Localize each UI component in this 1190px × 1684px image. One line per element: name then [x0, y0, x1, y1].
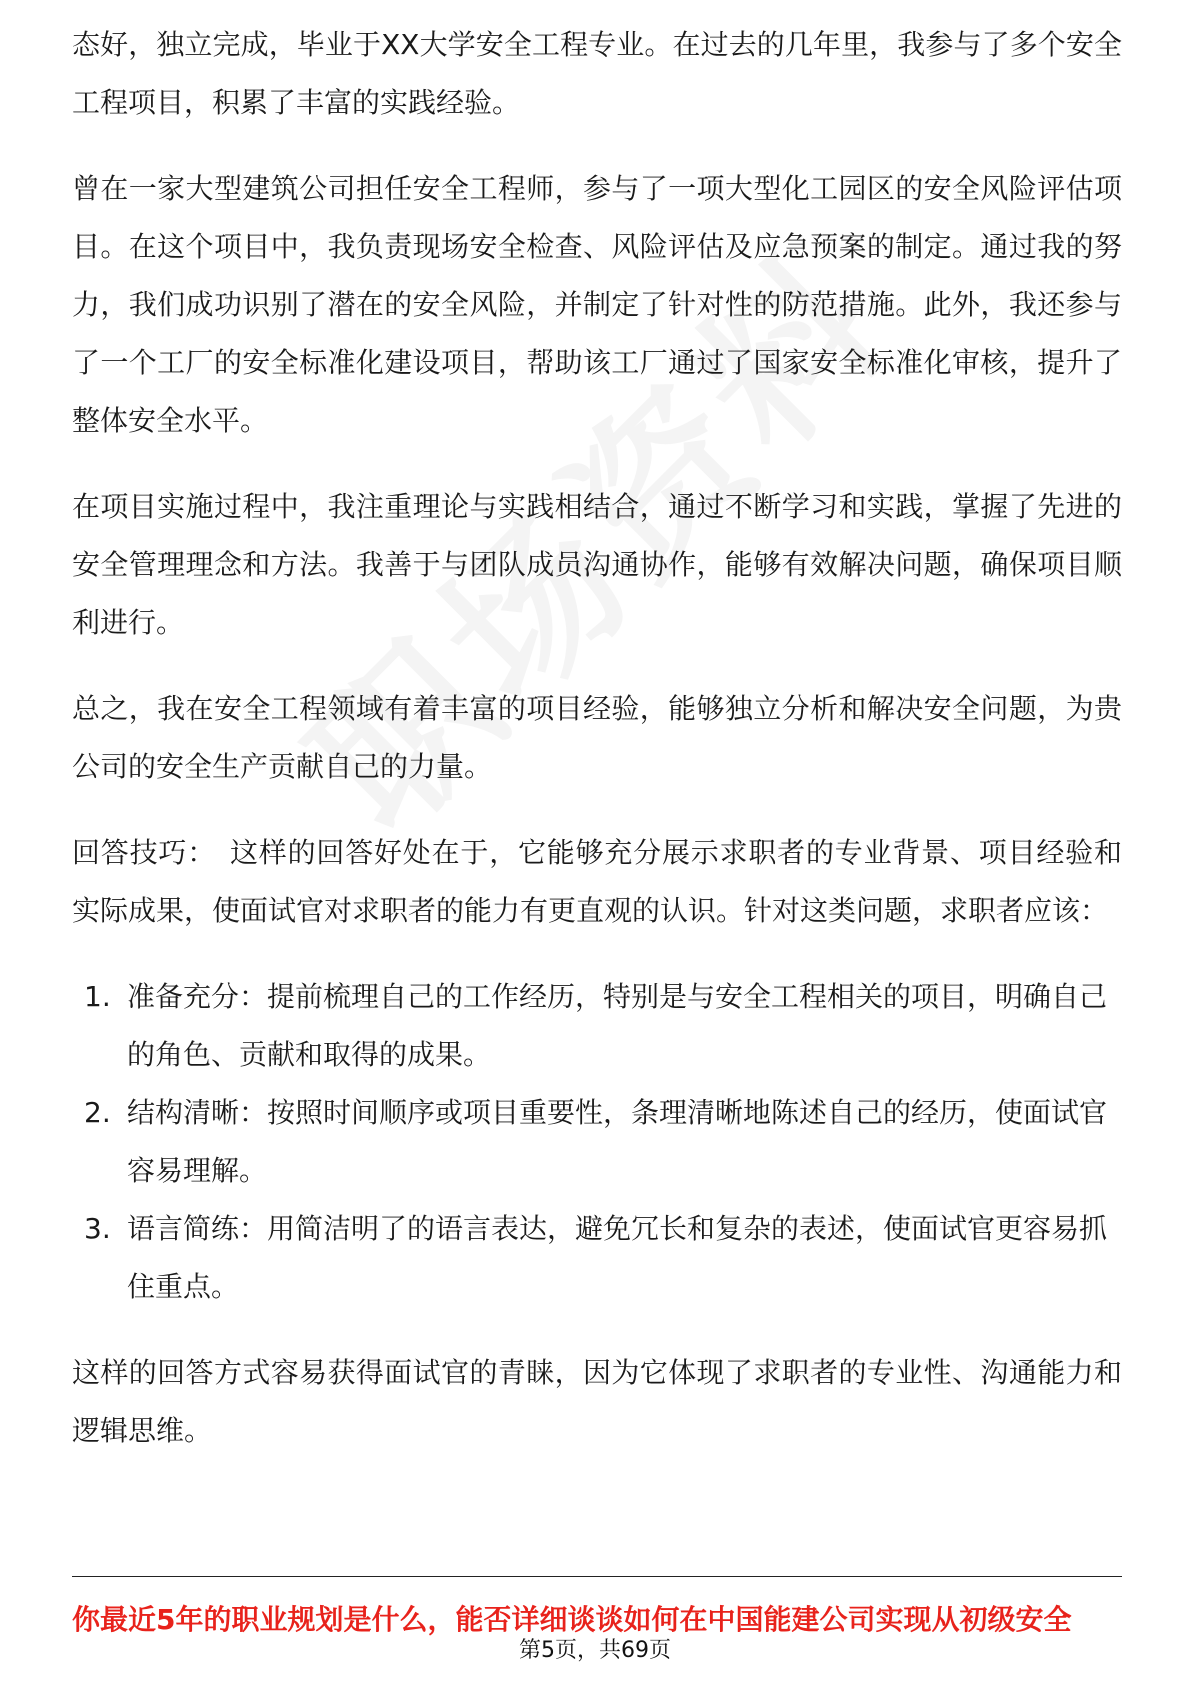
section-divider: [72, 1576, 1122, 1577]
list-item: [72, 968, 1122, 1084]
answer-tips-paragraph: [72, 824, 1122, 940]
paragraph-summary: 总之，我在安全工程领域有着丰富的项目经验，能够独立分析和解决安全问题，为贵公司的安全生产贡献自己的力量。: [72, 692, 1122, 783]
page-number-footer: 第5页，共69页: [519, 1638, 671, 1663]
list-item-text: 语言简练：用简洁明了的语言表达，避免冗长和复杂的表述，使面试官更容易抓住重点。: [127, 1212, 1108, 1303]
list-item: [72, 1200, 1122, 1316]
next-question-heading: 你最近5年的职业规划是什么，能否详细谈谈如何在中国能建公司实现从初级安全: [72, 1603, 1072, 1636]
paragraph-intro-tail: 态好，独立完成，毕业于XX大学安全工程专业。在过去的几年里，我参与了多个安全工程项目，积累了丰富的实践经验。: [72, 28, 1122, 119]
list-item: [72, 1084, 1122, 1200]
document-body: [72, 22, 1122, 1488]
list-item-number: 2.: [84, 1096, 111, 1129]
answer-tips-label: 回答技巧：: [72, 836, 216, 869]
list-item-text: 结构清晰：按照时间顺序或项目重要性，条理清晰地陈述自己的经历，使面试官容易理解。: [127, 1096, 1108, 1187]
tips-list: [72, 968, 1122, 1316]
paragraph-approach: 在项目实施过程中，我注重理论与实践相结合，通过不断学习和实践，掌握了先进的安全管理理念和方法。我善于与团队成员沟通协作，能够有效解决问题，确保项目顺利进行。: [72, 490, 1122, 639]
list-item-text: 准备充分：提前梳理自己的工作经历，特别是与安全工程相关的项目，明确自己的角色、贡献和取得的成果。: [127, 980, 1108, 1071]
list-item-number: 1.: [84, 980, 111, 1013]
paragraph-project-experience: 曾在一家大型建筑公司担任安全工程师，参与了一项大型化工园区的安全风险评估项目。在这个项目中，我负责现场安全检查、风险评估及应急预案的制定。通过我的努力，我们成功识别了潜在的安全风险，并制定了针对性的防范措施。此外，我还参与了一个工厂的安全标准化建设项目，帮助该工厂通过了国家安全标准化审核，提升了整体安全水平。: [72, 172, 1122, 437]
paragraph-closing: 这样的回答方式容易获得面试官的青睐，因为它体现了求职者的专业性、沟通能力和逻辑思维。: [72, 1356, 1122, 1447]
list-item-number: 3.: [84, 1212, 111, 1245]
answer-tips-text: 这样的回答好处在于，它能够充分展示求职者的专业背景、项目经验和实际成果，使面试官对求职者的能力有更直观的认识。针对这类问题，求职者应该：: [72, 836, 1122, 927]
